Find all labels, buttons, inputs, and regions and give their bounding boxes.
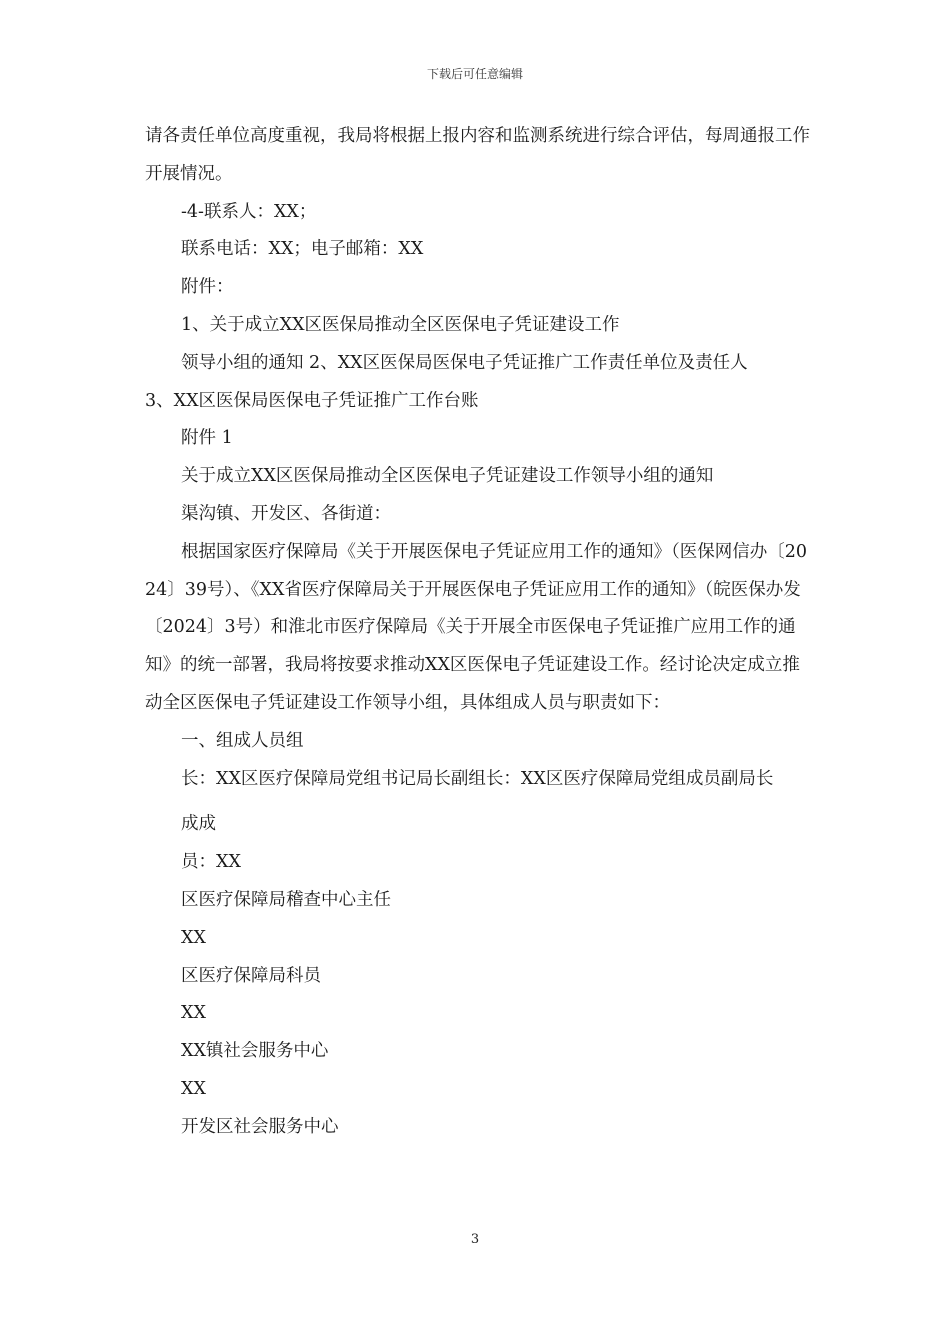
notice-main-paragraph: 根据国家医疗保障局《关于开展医保电子凭证应用工作的通知》（医保网信办〔2024〕39号）、《XX省医疗保障局关于开展医保电子凭证应用工作的通知》（皖医保办发〔2024〕3号）和淮北市医疗保障局《关于开展全市医保电子凭证推广应用工作的通知》的统一部署，我局将按要求推动XX区医保电子凭证建设工作。经讨论决定成立推动全区医保电子凭证建设工作领导小组，具体组成人员与职责如下：	[145, 541, 808, 713]
leader-line: 长：XX区医疗保障局党组书记局长副组长：XX区医疗保障局党组成员副局长	[181, 768, 774, 789]
contact-phone-email: 联系电话：XX；电子邮箱：XX	[181, 239, 424, 260]
attachments-label: 附件：	[181, 277, 234, 298]
contact-person: -4-联系人：XX；	[181, 201, 317, 222]
paragraph-report-request: 请各责任单位高度重视，我局将根据上报内容和监测系统进行综合评估，每周通报工作开展情况。	[145, 126, 810, 184]
attachment-item-1: 1、关于成立XX区医保局推动全区医保电子凭证建设工作	[181, 314, 620, 335]
member-name-3: XX	[181, 1003, 206, 1024]
member-line-1: 员：XX	[181, 852, 241, 873]
section-heading-members: 一、组成人员组	[181, 730, 304, 751]
notice-recipients: 渠沟镇、开发区、各街道：	[181, 503, 391, 524]
attachment-item-3: 3、XX区医保局医保电子凭证推广工作台账	[145, 390, 479, 411]
member-name-2: XX	[181, 927, 206, 948]
attachment-item-2: 领导小组的通知 2、XX区医保局医保电子凭证推广工作责任单位及责任人	[181, 352, 748, 373]
member-role-2: 区医疗保障局科员	[181, 965, 321, 986]
page-number: 3	[470, 1232, 480, 1247]
members-label: 成成	[181, 814, 216, 835]
member-role-4: 开发区社会服务中心	[181, 1116, 339, 1137]
attachment-1-heading: 附件 1	[181, 428, 233, 449]
member-role-1: 区医疗保障局稽查中心主任	[181, 889, 391, 910]
member-name-4: XX	[181, 1078, 206, 1099]
notice-title: 关于成立XX区医保局推动全区医保电子凭证建设工作领导小组的通知	[181, 466, 714, 487]
page-header-note: 下载后可任意编辑	[426, 67, 523, 81]
member-role-3: XX镇社会服务中心	[181, 1041, 329, 1062]
document-body	[145, 118, 810, 1147]
